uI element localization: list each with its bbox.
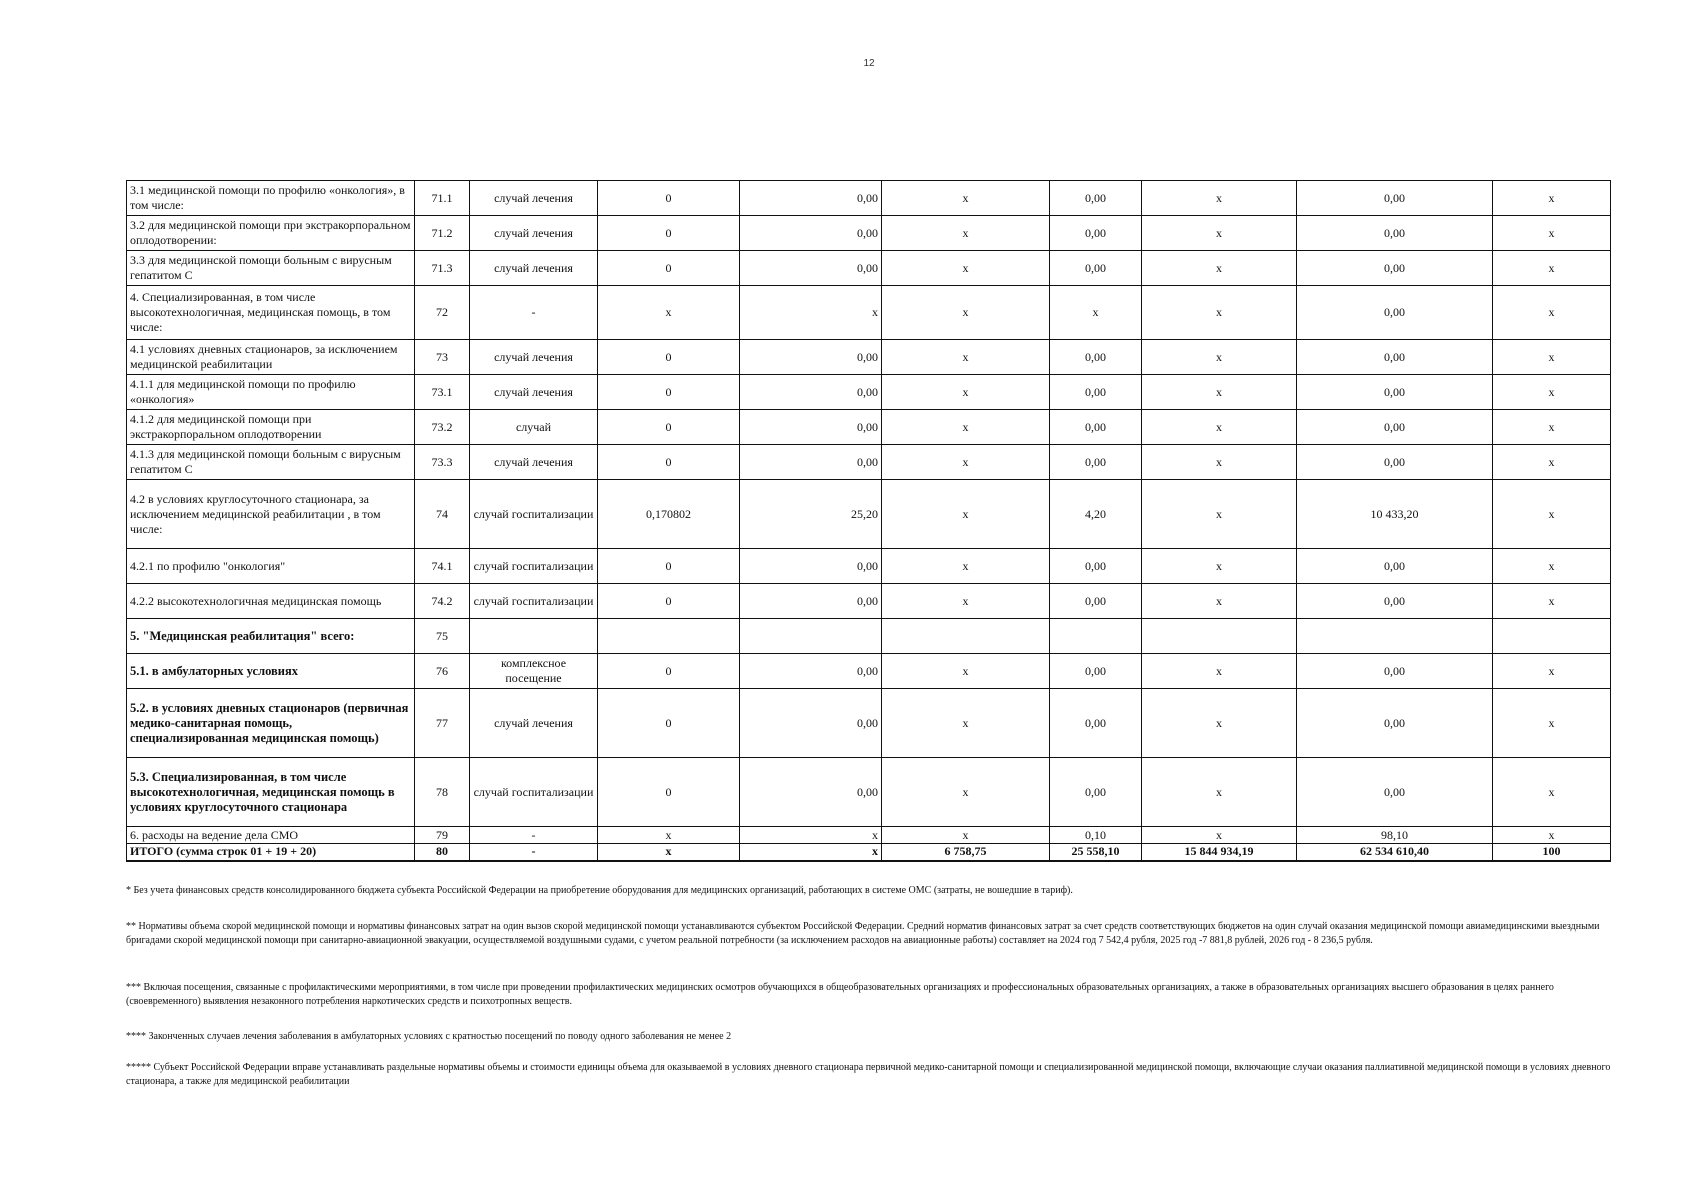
table-row xyxy=(127,445,1611,480)
row-code: 74.1 xyxy=(415,549,470,584)
row-volume-norm: 0 xyxy=(598,410,740,445)
row-name: 4.1.1 для медицинской помощи по профилю «онкология» xyxy=(127,375,415,410)
row-percent: х xyxy=(1493,758,1611,827)
row-total-budget: 15 844 934,19 xyxy=(1142,844,1297,861)
row-name: 4. Специализированная, в том числе высокотехнологичная, медицинская помощь, в том числе: xyxy=(127,286,415,340)
row-unit: случай лечения xyxy=(470,340,598,375)
table-row xyxy=(127,286,1611,340)
footnote-2: ** Нормативы объема скорой медицинской помощи и нормативы финансовых затрат на один вызов скорой медицинской помощи устанавливаются субъектом Российской Федерации. Средний норматив финансовых затрат за счет средств соответствующих бюджетов на один случай оказания медицинской помощи авиамедицинскими выездными бригадами скорой медицинской помощи при санитарно-авиационной эвакуации, осуществляемой воздушными судами, с учетом реальной потребности (за исключением расходов на авиационные работы) составляет на 2024 год 7 542,4 рубля, 2025 год -7 881,8 рублей, 2026 год - 8 236,5 рубля. xyxy=(126,921,1600,946)
row-volume-norm: 0 xyxy=(598,216,740,251)
row-total-oms: 62 534 610,40 xyxy=(1297,844,1493,861)
row-unit: комплексное посещение xyxy=(470,654,598,689)
row-total-oms: 0,00 xyxy=(1297,758,1493,827)
row-cost-norm: 0,00 xyxy=(740,251,882,286)
table-row xyxy=(127,689,1611,758)
row-total-oms: 10 433,20 xyxy=(1297,480,1493,549)
row-per-capita-oms: 0,00 xyxy=(1050,549,1142,584)
row-total-budget: х xyxy=(1142,758,1297,827)
footnote-4: **** Законченных случаев лечения заболевания в амбулаторных условиях с кратностью посещений по поводу одного заболевания не менее 2 xyxy=(126,1031,732,1042)
row-unit: - xyxy=(470,286,598,340)
row-code: 74.2 xyxy=(415,584,470,619)
row-cost-norm: 0,00 xyxy=(740,549,882,584)
row-percent: х xyxy=(1493,286,1611,340)
row-name: 4.1.2 для медицинской помощи при экстракорпоральном оплодотворении xyxy=(127,410,415,445)
row-total-oms: 0,00 xyxy=(1297,654,1493,689)
table-row xyxy=(127,410,1611,445)
row-per-capita-budget: 6 758,75 xyxy=(882,844,1050,861)
row-per-capita-oms: 0,00 xyxy=(1050,340,1142,375)
row-volume-norm: х xyxy=(598,844,740,861)
row-unit: случай лечения xyxy=(470,689,598,758)
row-volume-norm xyxy=(598,619,740,654)
row-per-capita-oms: 0,00 xyxy=(1050,689,1142,758)
row-percent: х xyxy=(1493,480,1611,549)
row-name: 3.2 для медицинской помощи при экстракорпоральном оплодотворении: xyxy=(127,216,415,251)
row-volume-norm: 0 xyxy=(598,340,740,375)
row-total-oms xyxy=(1297,619,1493,654)
row-percent xyxy=(1493,619,1611,654)
row-total-budget: х xyxy=(1142,286,1297,340)
row-unit: случай лечения xyxy=(470,445,598,480)
row-per-capita-oms: 0,00 xyxy=(1050,758,1142,827)
row-total-oms: 0,00 xyxy=(1297,689,1493,758)
row-per-capita-budget: х xyxy=(882,286,1050,340)
table-row xyxy=(127,216,1611,251)
footnote-1: * Без учета финансовых средств консолидированного бюджета субъекта Российской Федерации на приобретение оборудования для медицинских организаций, работающих в системе ОМС (затраты, не вошедшие в тариф). xyxy=(126,885,1073,896)
row-total-budget: х xyxy=(1142,181,1297,216)
row-code: 71.3 xyxy=(415,251,470,286)
financing-table xyxy=(126,180,1611,862)
row-unit: случай лечения xyxy=(470,216,598,251)
row-volume-norm: х xyxy=(598,286,740,340)
row-code: 73.3 xyxy=(415,445,470,480)
row-cost-norm: 0,00 xyxy=(740,689,882,758)
row-cost-norm: 0,00 xyxy=(740,410,882,445)
row-percent: х xyxy=(1493,375,1611,410)
row-volume-norm: 0 xyxy=(598,445,740,480)
table-row xyxy=(127,549,1611,584)
row-code: 71.2 xyxy=(415,216,470,251)
row-cost-norm: 0,00 xyxy=(740,758,882,827)
row-code: 76 xyxy=(415,654,470,689)
table-row xyxy=(127,827,1611,844)
table-row xyxy=(127,340,1611,375)
row-per-capita-oms: 0,00 xyxy=(1050,216,1142,251)
row-code: 79 xyxy=(415,827,470,844)
row-per-capita-budget: х xyxy=(882,689,1050,758)
row-code: 77 xyxy=(415,689,470,758)
row-per-capita-oms: 0,00 xyxy=(1050,445,1142,480)
row-cost-norm: 0,00 xyxy=(740,375,882,410)
row-per-capita-oms: 0,10 xyxy=(1050,827,1142,844)
row-name: 4.1 условиях дневных стационаров, за исключением медицинской реабилитации xyxy=(127,340,415,375)
row-total-oms: 0,00 xyxy=(1297,340,1493,375)
row-cost-norm: 0,00 xyxy=(740,181,882,216)
row-volume-norm: 0 xyxy=(598,758,740,827)
row-code: 74 xyxy=(415,480,470,549)
row-code: 78 xyxy=(415,758,470,827)
row-volume-norm: 0 xyxy=(598,654,740,689)
table-row xyxy=(127,181,1611,216)
row-percent: х xyxy=(1493,689,1611,758)
row-cost-norm: х xyxy=(740,827,882,844)
row-percent: х xyxy=(1493,340,1611,375)
row-unit: случай госпитализации xyxy=(470,480,598,549)
row-unit: случай госпитализации xyxy=(470,549,598,584)
row-total-oms: 0,00 xyxy=(1297,251,1493,286)
table-row xyxy=(127,584,1611,619)
row-total-budget: х xyxy=(1142,480,1297,549)
row-total-oms: 0,00 xyxy=(1297,549,1493,584)
row-name: 4.1.3 для медицинской помощи больным с вирусным гепатитом С xyxy=(127,445,415,480)
row-per-capita-oms: 0,00 xyxy=(1050,584,1142,619)
row-total-budget: х xyxy=(1142,251,1297,286)
row-volume-norm: 0 xyxy=(598,549,740,584)
row-per-capita-budget: х xyxy=(882,181,1050,216)
row-name: ИТОГО (сумма строк 01 + 19 + 20) xyxy=(127,844,415,861)
row-volume-norm: 0 xyxy=(598,584,740,619)
page-number: 12 xyxy=(863,58,875,69)
row-per-capita-oms: 25 558,10 xyxy=(1050,844,1142,861)
row-name: 5.1. в амбулаторных условиях xyxy=(127,654,415,689)
row-percent: х xyxy=(1493,410,1611,445)
row-total-budget: х xyxy=(1142,410,1297,445)
row-name: 4.2.2 высокотехнологичная медицинская помощь xyxy=(127,584,415,619)
row-per-capita-oms: 0,00 xyxy=(1050,654,1142,689)
row-volume-norm: х xyxy=(598,827,740,844)
row-per-capita-oms: 0,00 xyxy=(1050,410,1142,445)
row-total-budget: х xyxy=(1142,654,1297,689)
row-volume-norm: 0,170802 xyxy=(598,480,740,549)
row-per-capita-budget xyxy=(882,619,1050,654)
row-code: 72 xyxy=(415,286,470,340)
row-total-oms: 0,00 xyxy=(1297,181,1493,216)
row-total-budget: х xyxy=(1142,584,1297,619)
row-percent: х xyxy=(1493,251,1611,286)
row-total-oms: 0,00 xyxy=(1297,410,1493,445)
row-per-capita-oms: 0,00 xyxy=(1050,375,1142,410)
row-volume-norm: 0 xyxy=(598,375,740,410)
row-per-capita-budget: х xyxy=(882,827,1050,844)
row-volume-norm: 0 xyxy=(598,689,740,758)
row-per-capita-budget: х xyxy=(882,340,1050,375)
row-per-capita-budget: х xyxy=(882,375,1050,410)
row-code: 73.1 xyxy=(415,375,470,410)
row-volume-norm: 0 xyxy=(598,181,740,216)
row-total-budget xyxy=(1142,619,1297,654)
row-cost-norm: 25,20 xyxy=(740,480,882,549)
row-unit: - xyxy=(470,844,598,861)
row-cost-norm: 0,00 xyxy=(740,340,882,375)
row-per-capita-budget: х xyxy=(882,758,1050,827)
row-code: 73 xyxy=(415,340,470,375)
row-percent: х xyxy=(1493,216,1611,251)
row-percent: х xyxy=(1493,584,1611,619)
row-total-budget: х xyxy=(1142,445,1297,480)
row-unit xyxy=(470,619,598,654)
table-row xyxy=(127,375,1611,410)
row-per-capita-budget: х xyxy=(882,584,1050,619)
row-total-budget: х xyxy=(1142,827,1297,844)
row-per-capita-budget: х xyxy=(882,251,1050,286)
row-total-oms: 0,00 xyxy=(1297,584,1493,619)
row-name: 4.2 в условиях круглосуточного стационара, за исключением медицинской реабилитации , в том числе: xyxy=(127,480,415,549)
row-per-capita-budget: х xyxy=(882,654,1050,689)
row-code: 75 xyxy=(415,619,470,654)
row-percent: х xyxy=(1493,827,1611,844)
row-unit: - xyxy=(470,827,598,844)
row-per-capita-oms: 4,20 xyxy=(1050,480,1142,549)
row-total-oms: 0,00 xyxy=(1297,375,1493,410)
row-name: 5.3. Специализированная, в том числе высокотехнологичная, медицинская помощь в условиях круглосуточного стационара xyxy=(127,758,415,827)
row-total-budget: х xyxy=(1142,375,1297,410)
row-cost-norm: х xyxy=(740,286,882,340)
row-unit: случай лечения xyxy=(470,251,598,286)
table-row xyxy=(127,654,1611,689)
row-name: 6. расходы на ведение дела СМО xyxy=(127,827,415,844)
row-total-budget: х xyxy=(1142,340,1297,375)
row-per-capita-oms: 0,00 xyxy=(1050,251,1142,286)
row-per-capita-budget: х xyxy=(882,216,1050,251)
footnote-3: *** Включая посещения, связанные с профилактическими мероприятиями, в том числе при проведении профилактических медицинских осмотров обучающихся в общеобразовательных организациях и профессиональных образовательных организациях, а также в образовательных организациях высшего образования в целях раннего (своевременного) выявления незаконного потребления наркотических средств и психотропных веществ. xyxy=(126,982,1554,1007)
row-total-oms: 0,00 xyxy=(1297,445,1493,480)
row-per-capita-oms: 0,00 xyxy=(1050,181,1142,216)
row-cost-norm: 0,00 xyxy=(740,654,882,689)
row-per-capita-budget: х xyxy=(882,445,1050,480)
table-row xyxy=(127,619,1611,654)
table-row xyxy=(127,480,1611,549)
row-per-capita-oms xyxy=(1050,619,1142,654)
row-name: 3.3 для медицинской помощи больным с вирусным гепатитом С xyxy=(127,251,415,286)
row-total-oms: 98,10 xyxy=(1297,827,1493,844)
row-unit: случай xyxy=(470,410,598,445)
row-name: 4.2.1 по профилю "онкология" xyxy=(127,549,415,584)
row-total-budget: х xyxy=(1142,689,1297,758)
row-unit: случай лечения xyxy=(470,375,598,410)
table-row xyxy=(127,844,1611,861)
row-code: 80 xyxy=(415,844,470,861)
row-percent: х xyxy=(1493,181,1611,216)
row-cost-norm: 0,00 xyxy=(740,584,882,619)
row-unit: случай лечения xyxy=(470,181,598,216)
row-name: 5. "Медицинская реабилитация" всего: xyxy=(127,619,415,654)
row-per-capita-oms: х xyxy=(1050,286,1142,340)
row-per-capita-budget: х xyxy=(882,480,1050,549)
row-total-budget: х xyxy=(1142,549,1297,584)
row-name: 5.2. в условиях дневных стационаров (первичная медико-санитарная помощь, специализированная медицинская помощь) xyxy=(127,689,415,758)
row-unit: случай госпитализации xyxy=(470,584,598,619)
row-cost-norm xyxy=(740,619,882,654)
row-total-budget: х xyxy=(1142,216,1297,251)
row-unit: случай госпитализации xyxy=(470,758,598,827)
row-code: 73.2 xyxy=(415,410,470,445)
row-name: 3.1 медицинской помощи по профилю «онкология», в том числе: xyxy=(127,181,415,216)
row-per-capita-budget: х xyxy=(882,549,1050,584)
row-cost-norm: х xyxy=(740,844,882,861)
row-total-oms: 0,00 xyxy=(1297,216,1493,251)
table-row xyxy=(127,251,1611,286)
row-per-capita-budget: х xyxy=(882,410,1050,445)
row-volume-norm: 0 xyxy=(598,251,740,286)
row-total-oms: 0,00 xyxy=(1297,286,1493,340)
table-row xyxy=(127,758,1611,827)
row-percent: х xyxy=(1493,549,1611,584)
row-cost-norm: 0,00 xyxy=(740,216,882,251)
row-percent: х xyxy=(1493,654,1611,689)
row-percent: х xyxy=(1493,445,1611,480)
row-cost-norm: 0,00 xyxy=(740,445,882,480)
row-percent: 100 xyxy=(1493,844,1611,861)
footnote-5: ***** Субъект Российской Федерации вправе устанавливать раздельные нормативы объемы и стоимости единицы объема для оказываемой в условиях дневного стационара первичной медико-санитарной помощи и специализированной медицинской помощи, включающие случаи оказания паллиативной медицинской помощи в условиях дневного стационара, а также для медицинской реабилитации xyxy=(126,1062,1611,1087)
row-code: 71.1 xyxy=(415,181,470,216)
